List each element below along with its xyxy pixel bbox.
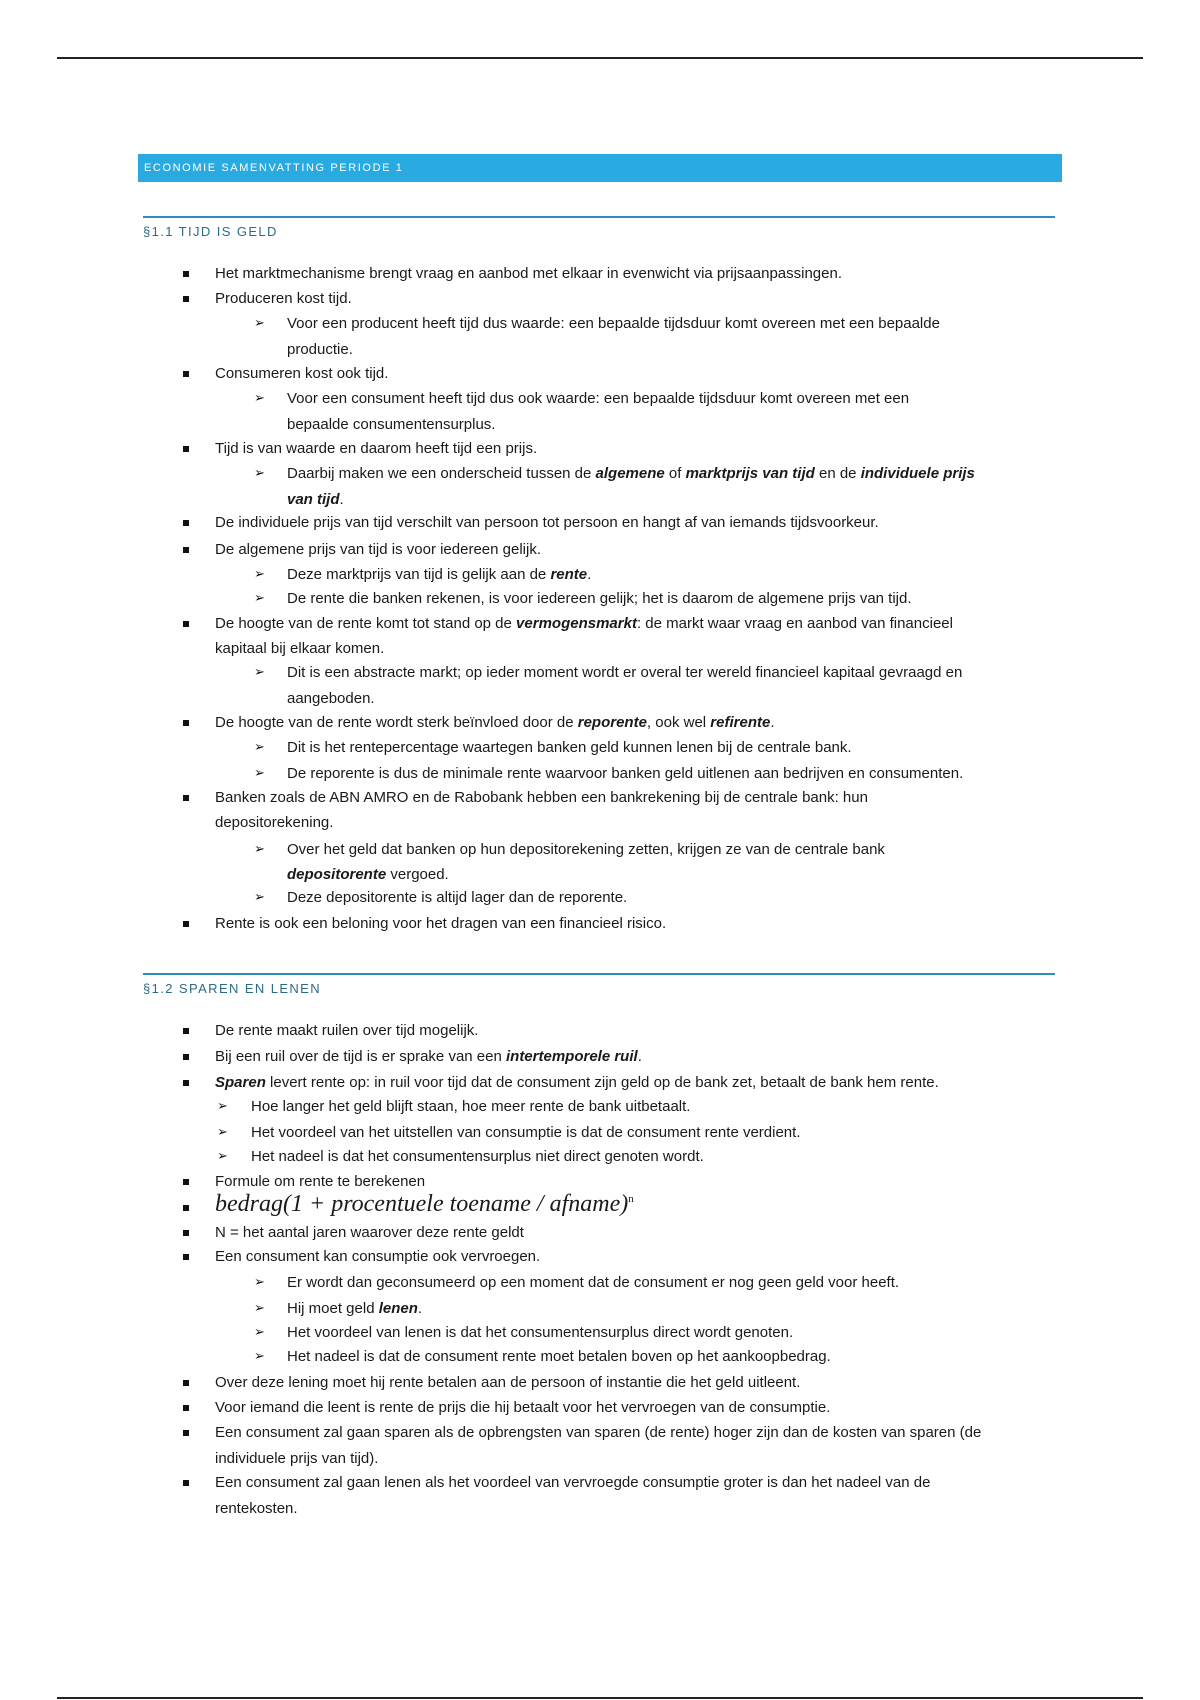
text-run: Rente is ook een beloning voor het dragen van een financieel risico. — [215, 915, 667, 932]
bullet-icon — [183, 1405, 189, 1411]
formula-close: ) — [620, 1191, 629, 1217]
emphasis-term: reporente — [577, 714, 647, 731]
text-run: Dit is het rentepercentage waartegen banken geld kunnen lenen bij de centrale bank. — [287, 739, 852, 756]
list-item — [287, 864, 449, 885]
list-item — [287, 839, 885, 860]
text-run: Consumeren kost ook tijd. — [215, 365, 389, 382]
list-item — [287, 1346, 831, 1367]
bullet-icon — [183, 1054, 189, 1060]
text-run: depositorekening. — [215, 814, 334, 831]
list-item — [287, 887, 627, 908]
list-item — [287, 1322, 793, 1343]
arrow-bullet-icon: ➢ — [254, 889, 265, 904]
arrow-bullet-icon: ➢ — [254, 590, 265, 605]
text-run: productie. — [287, 341, 353, 358]
text-run: kapitaal bij elkaar komen. — [215, 640, 385, 657]
bullet-icon — [183, 371, 189, 377]
text-run: : de markt waar vraag en aanbod van financieel — [636, 615, 953, 632]
arrow-bullet-icon: ➢ — [254, 465, 265, 480]
arrow-bullet-icon: ➢ — [254, 765, 265, 780]
formula-open: ( — [283, 1191, 291, 1217]
list-item — [215, 613, 953, 634]
list-item — [215, 1448, 378, 1469]
formula-lhs: bedrag — [215, 1191, 283, 1217]
list-item — [215, 1072, 939, 1093]
text-run: De rente maakt ruilen over tijd mogelijk. — [215, 1022, 479, 1039]
list-item — [287, 1298, 422, 1319]
list-item — [287, 339, 353, 360]
bullet-icon — [183, 1480, 189, 1486]
bullet-icon — [183, 547, 189, 553]
list-item — [287, 588, 912, 609]
text-run: Voor iemand die leent is rente de prijs die hij betaalt voor het vervroegen van de consumptie. — [215, 1399, 831, 1416]
list-item — [287, 388, 909, 409]
bullet-icon — [183, 520, 189, 526]
text-run: De hoogte van de rente komt tot stand op de — [215, 615, 517, 632]
text-run: Voor een consument heeft tijd dus ook waarde: een bepaalde tijdsduur komt overeen met een — [287, 390, 910, 407]
list-item — [287, 414, 495, 435]
list-item — [287, 1272, 899, 1293]
emphasis-term: Sparen — [215, 1074, 266, 1091]
bullet-icon — [183, 296, 189, 302]
list-item — [215, 263, 842, 284]
section-rule-1 — [143, 216, 1055, 218]
text-run: Voor een producent heeft tijd dus waarde: een bepaalde tijdsduur komt overeen met een bepaalde — [287, 315, 940, 332]
text-run: Deze marktprijs van tijd is gelijk aan de — [287, 566, 551, 583]
arrow-bullet-icon: ➢ — [217, 1098, 228, 1113]
bullet-icon — [183, 795, 189, 801]
arrow-bullet-icon: ➢ — [254, 1274, 265, 1289]
list-item — [215, 288, 352, 309]
list-item — [215, 438, 537, 459]
emphasis-term: lenen — [378, 1300, 418, 1317]
arrow-bullet-icon: ➢ — [217, 1124, 228, 1139]
arrow-bullet-icon: ➢ — [254, 390, 265, 405]
text-run: Over het geld dat banken op hun depositorekening zetten, krijgen ze van de centrale bank — [287, 841, 885, 858]
text-run: . — [417, 1300, 423, 1317]
text-run: . — [770, 714, 775, 731]
emphasis-term: marktprijs van tijd — [685, 465, 815, 482]
arrow-bullet-icon: ➢ — [254, 841, 265, 856]
text-run: . — [587, 566, 592, 583]
text-run: De individuele prijs van tijd verschilt van persoon tot persoon en hangt af van iemands tijdsvoorkeur. — [215, 514, 879, 531]
emphasis-term: depositorente — [287, 866, 387, 883]
text-run: Het marktmechanisme brengt vraag en aanbod met elkaar in evenwicht via prijsaanpassingen. — [215, 265, 843, 282]
bullet-icon — [183, 621, 189, 627]
text-run: De reporente is dus de minimale rente waarvoor banken geld uitlenen aan bedrijven en consumenten. — [287, 765, 964, 782]
bullet-icon — [183, 1205, 189, 1211]
list-item — [251, 1096, 690, 1117]
text-run: Formule om rente te berekenen — [215, 1173, 426, 1190]
text-run: Bij een ruil over de tijd is er sprake van een — [215, 1048, 506, 1065]
text-run: Een consument zal gaan sparen als de opbrengsten van sparen (de rente) hoger zijn dan de kosten van sparen (de — [215, 1424, 982, 1441]
arrow-bullet-icon: ➢ — [254, 739, 265, 754]
document-title: ECONOMIE SAMENVATTING PERIODE 1 — [138, 154, 1062, 182]
list-item — [215, 1397, 830, 1418]
text-run: . — [637, 1048, 642, 1065]
formula-body: 1 + procentuele toename / afname — [291, 1191, 621, 1217]
list-item — [287, 564, 591, 585]
arrow-bullet-icon: ➢ — [254, 664, 265, 679]
section-heading-1: §1.1 TIJD IS GELD — [143, 224, 278, 239]
text-run: . — [339, 491, 344, 508]
list-item — [215, 512, 879, 533]
emphasis-term: refirente — [710, 714, 771, 731]
interest-formula — [215, 1191, 634, 1218]
arrow-bullet-icon: ➢ — [254, 1348, 265, 1363]
list-item — [215, 539, 541, 560]
list-item — [287, 688, 375, 709]
bullet-icon — [183, 446, 189, 452]
text-run: levert rente op: in ruil voor tijd dat de consument zijn geld op de bank zet, betaalt de bank hem rente. — [265, 1074, 939, 1091]
text-run: , ook wel — [646, 714, 711, 731]
list-item — [215, 712, 775, 733]
bottom-rule — [57, 1697, 1143, 1699]
text-run: individuele prijs van tijd). — [215, 1450, 379, 1467]
list-item — [287, 737, 852, 758]
list-item — [287, 662, 962, 683]
text-run: aangeboden. — [287, 690, 375, 707]
bullet-icon — [183, 1430, 189, 1436]
arrow-bullet-icon: ➢ — [254, 566, 265, 581]
text-run: Over deze lening moet hij rente betalen aan de persoon of instantie die het geld uitleent. — [215, 1374, 801, 1391]
arrow-bullet-icon: ➢ — [254, 315, 265, 330]
list-item — [215, 1246, 540, 1267]
text-run: rentekosten. — [215, 1500, 298, 1517]
arrow-bullet-icon: ➢ — [217, 1148, 228, 1163]
list-item — [215, 1222, 524, 1243]
bullet-icon — [183, 271, 189, 277]
text-run: Hij moet geld — [287, 1300, 379, 1317]
list-item — [215, 638, 384, 659]
list-item — [251, 1122, 801, 1143]
text-run: Dit is een abstracte markt; op ieder moment wordt er overal ter wereld financieel kapitaal gevraagd en — [287, 664, 963, 681]
emphasis-term: intertemporele ruil — [505, 1048, 638, 1065]
list-item — [287, 313, 940, 334]
bullet-icon — [183, 1230, 189, 1236]
text-run: Het nadeel is dat het consumentensurplus niet direct genoten wordt. — [251, 1148, 704, 1165]
text-run: bepaalde consumentensurplus. — [287, 416, 496, 433]
text-run: Produceren kost tijd. — [215, 290, 352, 307]
text-run: De algemene prijs van tijd is voor iedereen gelijk. — [215, 541, 542, 558]
text-run: Een consument zal gaan lenen als het voordeel van vervroegde consumptie groter is dan het nadeel van de — [215, 1474, 931, 1491]
bullet-icon — [183, 1028, 189, 1034]
formula-exponent: n — [628, 1193, 634, 1205]
text-run: Hoe langer het geld blijft staan, hoe meer rente de bank uitbetaalt. — [251, 1098, 691, 1115]
text-run: Er wordt dan geconsumeerd op een moment dat de consument er nog geen geld voor heeft. — [287, 1274, 900, 1291]
list-item — [215, 812, 333, 833]
emphasis-term: algemene — [595, 465, 665, 482]
list-item — [215, 1372, 800, 1393]
text-run: Het voordeel van lenen is dat het consumentensurplus direct wordt genoten. — [287, 1324, 794, 1341]
list-item — [215, 1046, 642, 1067]
list-item — [215, 787, 868, 808]
list-item — [287, 489, 344, 510]
list-item — [215, 913, 666, 934]
list-item — [215, 1498, 298, 1519]
text-run: en de — [814, 465, 861, 482]
text-run: N = het aantal jaren waarover deze rente geldt — [215, 1224, 524, 1241]
bullet-icon — [183, 720, 189, 726]
bullet-icon — [183, 921, 189, 927]
bullet-icon — [183, 1080, 189, 1086]
text-run: De hoogte van de rente wordt sterk beïnvloed door de — [215, 714, 578, 731]
text-run: vergoed. — [386, 866, 449, 883]
text-run: Daarbij maken we een onderscheid tussen de — [287, 465, 596, 482]
text-run: Het voordeel van het uitstellen van consumptie is dat de consument rente verdient. — [251, 1124, 801, 1141]
list-item — [251, 1146, 704, 1167]
emphasis-term: rente — [550, 566, 588, 583]
list-item — [287, 763, 963, 784]
list-item — [215, 1472, 930, 1493]
list-item — [215, 1422, 981, 1443]
text-run: De rente die banken rekenen, is voor iedereen gelijk; het is daarom de algemene prijs van tijd. — [287, 590, 912, 607]
top-rule — [57, 57, 1143, 59]
arrow-bullet-icon: ➢ — [254, 1300, 265, 1315]
bullet-icon — [183, 1179, 189, 1185]
list-item — [215, 363, 388, 384]
emphasis-term: individuele prijs — [860, 465, 975, 482]
emphasis-term: van tijd — [287, 491, 340, 508]
text-run: Het nadeel is dat de consument rente moet betalen boven op het aankoopbedrag. — [287, 1348, 831, 1365]
emphasis-term: vermogensmarkt — [516, 615, 637, 632]
section-heading-2: §1.2 SPAREN EN LENEN — [143, 981, 322, 996]
text-run: Banken zoals de ABN AMRO en de Rabobank hebben een bankrekening bij de centrale bank: hun — [215, 789, 868, 806]
arrow-bullet-icon: ➢ — [254, 1324, 265, 1339]
text-run: of — [664, 465, 686, 482]
section-rule-2 — [143, 973, 1055, 975]
bullet-icon — [183, 1254, 189, 1260]
bullet-icon — [183, 1380, 189, 1386]
list-item — [215, 1171, 425, 1192]
list-item — [287, 463, 975, 484]
text-run: Deze depositorente is altijd lager dan de reporente. — [287, 889, 628, 906]
text-run: Een consument kan consumptie ook vervroegen. — [215, 1248, 541, 1265]
list-item — [215, 1020, 478, 1041]
text-run: Tijd is van waarde en daarom heeft tijd een prijs. — [215, 440, 538, 457]
